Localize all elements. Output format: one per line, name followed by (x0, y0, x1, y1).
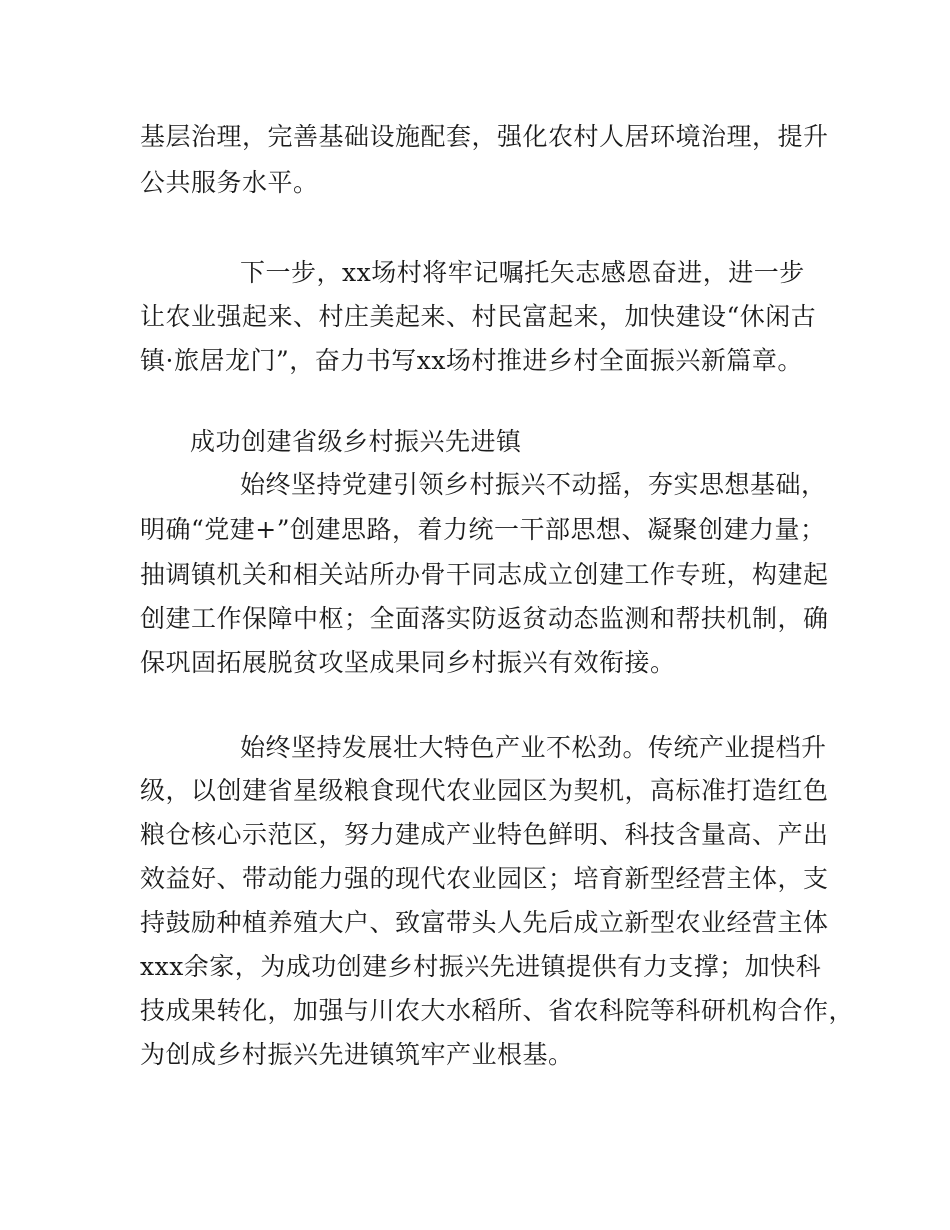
paragraph-2-line-1: 下一步，xx场村将牢记嘱托矢志感恩奋进，进一步 (240, 258, 805, 287)
paragraph-4-line-4: 效益好、带动能力强的现代农业园区；培育新型经营主体，支 (140, 864, 829, 893)
paragraph-3-line-2: 明确“党建+”创建思路，着力统一干部思想、凝聚创建力量； (140, 515, 826, 544)
paragraph-4-line-8: 为创成乡村振兴先进镇筑牢产业根基。 (140, 1040, 574, 1069)
paragraph-4-line-6: xxx余家，为成功创建乡村振兴先进镇提供有力支撑；加快科 (140, 952, 822, 981)
paragraph-3-line-4: 创建工作保障中枢；全面落实防返贫动态监测和帮扶机制，确 (140, 604, 829, 633)
paragraph-4-line-1: 始终坚持发展壮大特色产业不松劲。传统产业提档升 (240, 733, 827, 762)
paragraph-3-line-5: 保巩固拓展脱贫攻坚成果同乡村振兴有效衔接。 (140, 648, 676, 677)
section-heading: 成功创建省级乡村振兴先进镇 (190, 427, 522, 456)
paragraph-4-line-3: 粮仓核心示范区，努力建成产业特色鲜明、科技含量高、产出 (140, 820, 829, 849)
paragraph-3-line-1: 始终坚持党建引领乡村振兴不动摇，夯实思想基础， (240, 470, 827, 499)
paragraph-2-line-2: 让农业强起来、村庄美起来、村民富起来，加快建设“休闲古 (140, 302, 817, 331)
paragraph-1-line-2: 公共服务水平。 (140, 168, 319, 197)
paragraph-2-line-3: 镇·旅居龙门”，奋力书写xx场村推进乡村全面振兴新篇章。 (140, 346, 803, 375)
paragraph-4-line-5: 持鼓励种植养殖大户、致富带头人先后成立新型农业经营主体 (140, 908, 829, 937)
paragraph-1-line-1: 基层治理，完善基础设施配套，强化农村人居环境治理，提升 (140, 122, 829, 151)
paragraph-3-line-3: 抽调镇机关和相关站所办骨干同志成立创建工作专班，构建起 (140, 560, 829, 589)
paragraph-4-line-7: 技成果转化，加强与川农大水稻所、省农科院等科研机构合作， (140, 996, 855, 1025)
paragraph-4-line-2: 级，以创建省星级粮食现代农业园区为契机，高标准打造红色 (140, 776, 829, 805)
